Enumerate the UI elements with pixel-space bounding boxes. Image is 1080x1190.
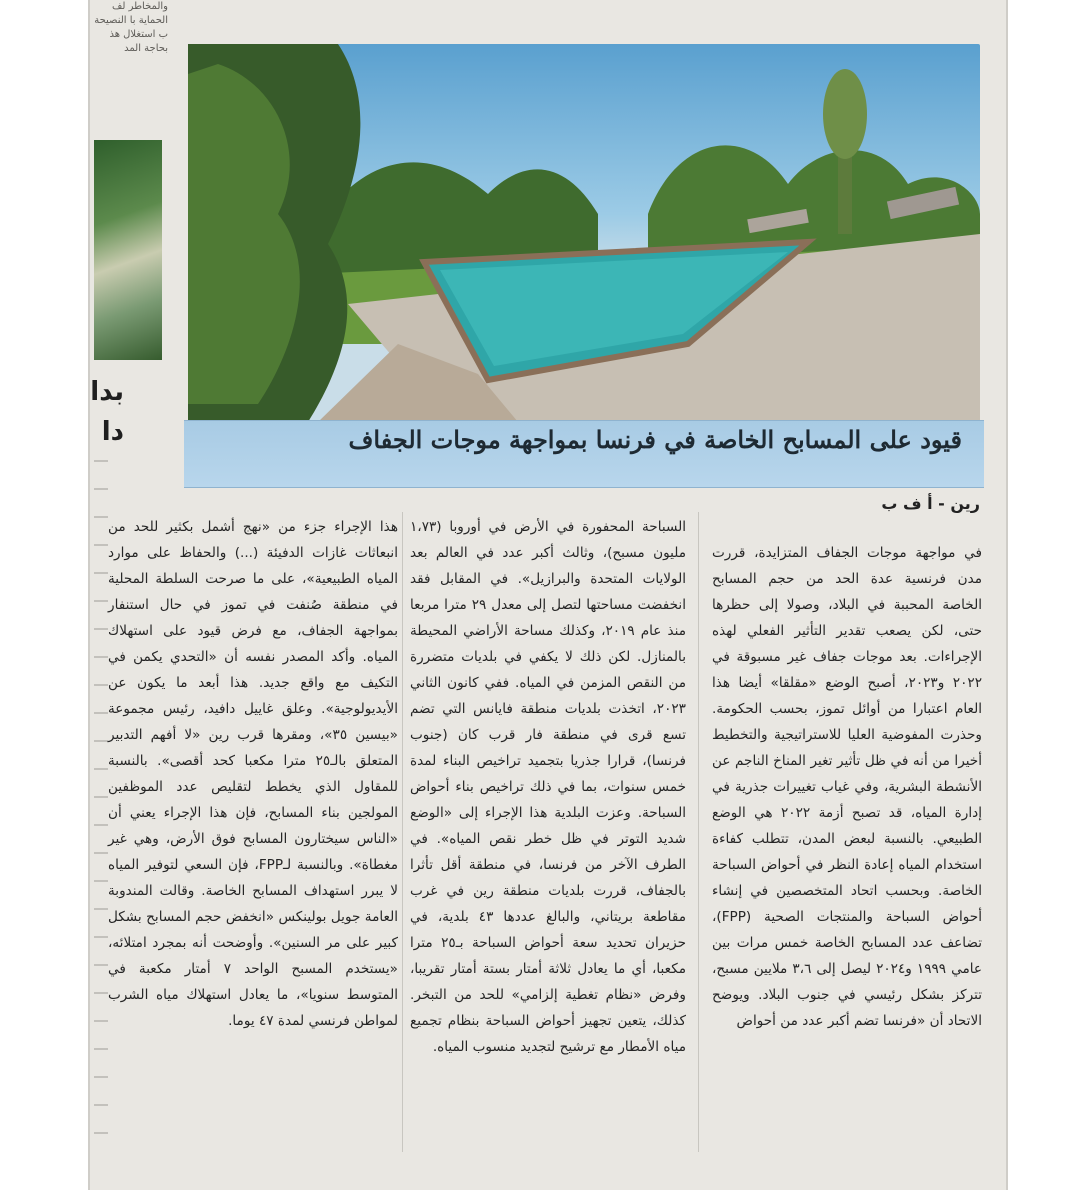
headline-banner [184,420,984,488]
article-byline: رين - أ ف ب [881,494,980,513]
article-column-right [712,540,982,1180]
article-column-middle [410,514,686,1160]
adjacent-article-text-lines [94,460,108,1160]
adjacent-article-heading: بدا دا [90,377,124,447]
article-photo-pool [188,44,980,422]
column-left-text: هذا الإجراء جزء من «نهج أشمل بكثير للحد من انبعاثات غازات الدفيئة (...) والحفاظ على موارد المياه الطبيعية»، على ما صرحت السلطة المحلية في منطقة صُنفت في تموز في حال استنفار بمواجهة الجفاف، مع فرض قيود على استهلاك المياه. وأكد المصدر نفسه أن «التحدي يكمن في التكيف مع واقع جديد. هذا أبعد ما يكون عن الأيديولوجية». وعلق غاييل دافيد، رئيس مجموعة «بيسين ٣٥»، ومقرها قرب رين «لا أفهم التدبير المتعلق بالـ٢٥ مترا مكعبا كحد أقصى». بالنسبة للمقاول الذي يخطط لتقليص عدد الموظفين المولجين بناء المسابح، فإن هذا الإجراء يعني أن «الناس سيختارون المسابح فوق الأرض، وهي غير مغطاة». وبالنسبة لـFPP، فإن السعي لتوفير المياه لا يبرر استهداف المسابح الخاصة. وقالت المندوبة العامة جويل بولينكس «انخفض حجم المسابح بشكل كبير على مر السنين». وأوضحت أنه بمجرد امتلائه، «يستخدم المسبح الواحد ٧ أمتار مكعبة في المتوسط سنويا»، ما يعادل استهلاك مياه الشرب لمواطن فرنسي لمدة ٤٧ يوما. [108,519,398,1029]
adjacent-article-fragment: والمخاطر لف الحماية با النصيحة ب استغلال هذ بحاجة المد [94,1,168,54]
adjacent-article-photo [94,140,162,360]
column-divider [402,512,403,1152]
article-headline: قيود على المسابح الخاصة في فرنسا بمواجهة موجات الجفاف [348,425,962,454]
article-column-left [108,514,398,1162]
newspaper-page [88,0,1008,1190]
column-right-text: في مواجهة موجات الجفاف المتزايدة، قررت مدن فرنسية عدة الحد من حجم المسابح الخاصة المحببة في البلاد، وصولا إلى حظرها حتى، لكن يصعب تقدير التأثير الفعلي لهذه الإجراءات. بعد موجات جفاف غير مسبوقة في ٢٠٢٢ و٢٠٢٣، أصبح الوضع «مقلقا» أيضا هذا العام اعتبارا من أوائل تموز، بحسب الحكومة. وحذرت المفوضية العليا للاستراتيجية والتخطيط أخيرا من أنه في ظل تأثير تغير المناخ الناجم عن الأنشطة البشرية، وفي غياب تغييرات جذرية في إدارة المياه، قد تصبح أزمة ٢٠٢٢ هي الوضع الطبيعي. بالنسبة لبعض المدن، تتطلب كفاءة استخدام المياه إعادة النظر في أحواض السباحة الخاصة. وبحسب اتحاد المتخصصين في إنشاء أحواض السباحة والمنتجات الصحية (FPP)، تضاعف عدد المسابح الخاصة خمس مرات بين عامي ١٩٩٩ و٢٠٢٤ ليصل إلى ٣،٦ ملايين مسبح، تتركز بشكل رئيسي في جنوب البلاد. ويوضح الاتحاد أن «فرنسا تضم أكبر عدد من أحواض [712,545,983,1029]
column-divider [698,512,699,1152]
column-middle-text: السباحة المحفورة في الأرض في أوروبا (١،٧٣ مليون مسبح)، وثالث أكبر عدد في العالم بعد الولايات المتحدة والبرازيل». في المقابل فقد انخفضت مساحتها لتصل إلى معدل ٢٩ مترا مربعا منذ عام ٢٠١٩، وكذلك مساحة الأراضي المحيطة بالمنازل. لكن ذلك لا يكفي في بلديات متضررة من النقص المزمن في المياه. ففي كانون الثاني ٢٠٢٣، اتخذت بلديات منطقة فايانس التي تضم تسع قرى في منطقة فار قرب كان (جنوب فرنسا)، قرارا جذريا بتجميد تراخيص البناء لمدة خمس سنوات، بما في ذلك تراخيص بناء أحواض السباحة. وعزت البلدية هذا الإجراء إلى «الوضع شديد التوتر في ظل خطر نقص المياه». في الطرف الآخر من فرنسا، في منطقة أقل تأثرا بالجفاف، قررت بلديات منطقة رين في غرب مقاطعة بريتاني، والبالغ عددها ٤٣ بلدية، في حزيران تحديد سعة أحواض السباحة بـ٢٥ مترا مكعبا، أي ما يعادل ثلاثة أمتار بستة أمتار تقريبا، وفرض «نظام تغطية إلزامي» للحد من التبخر. كذلك، يتعين تجهيز أحواض السباحة بنظام تجميع مياه الأمطار مع ترشيح لتجديد منسوب المياه. [410,519,686,1055]
pool-illustration [188,44,980,422]
